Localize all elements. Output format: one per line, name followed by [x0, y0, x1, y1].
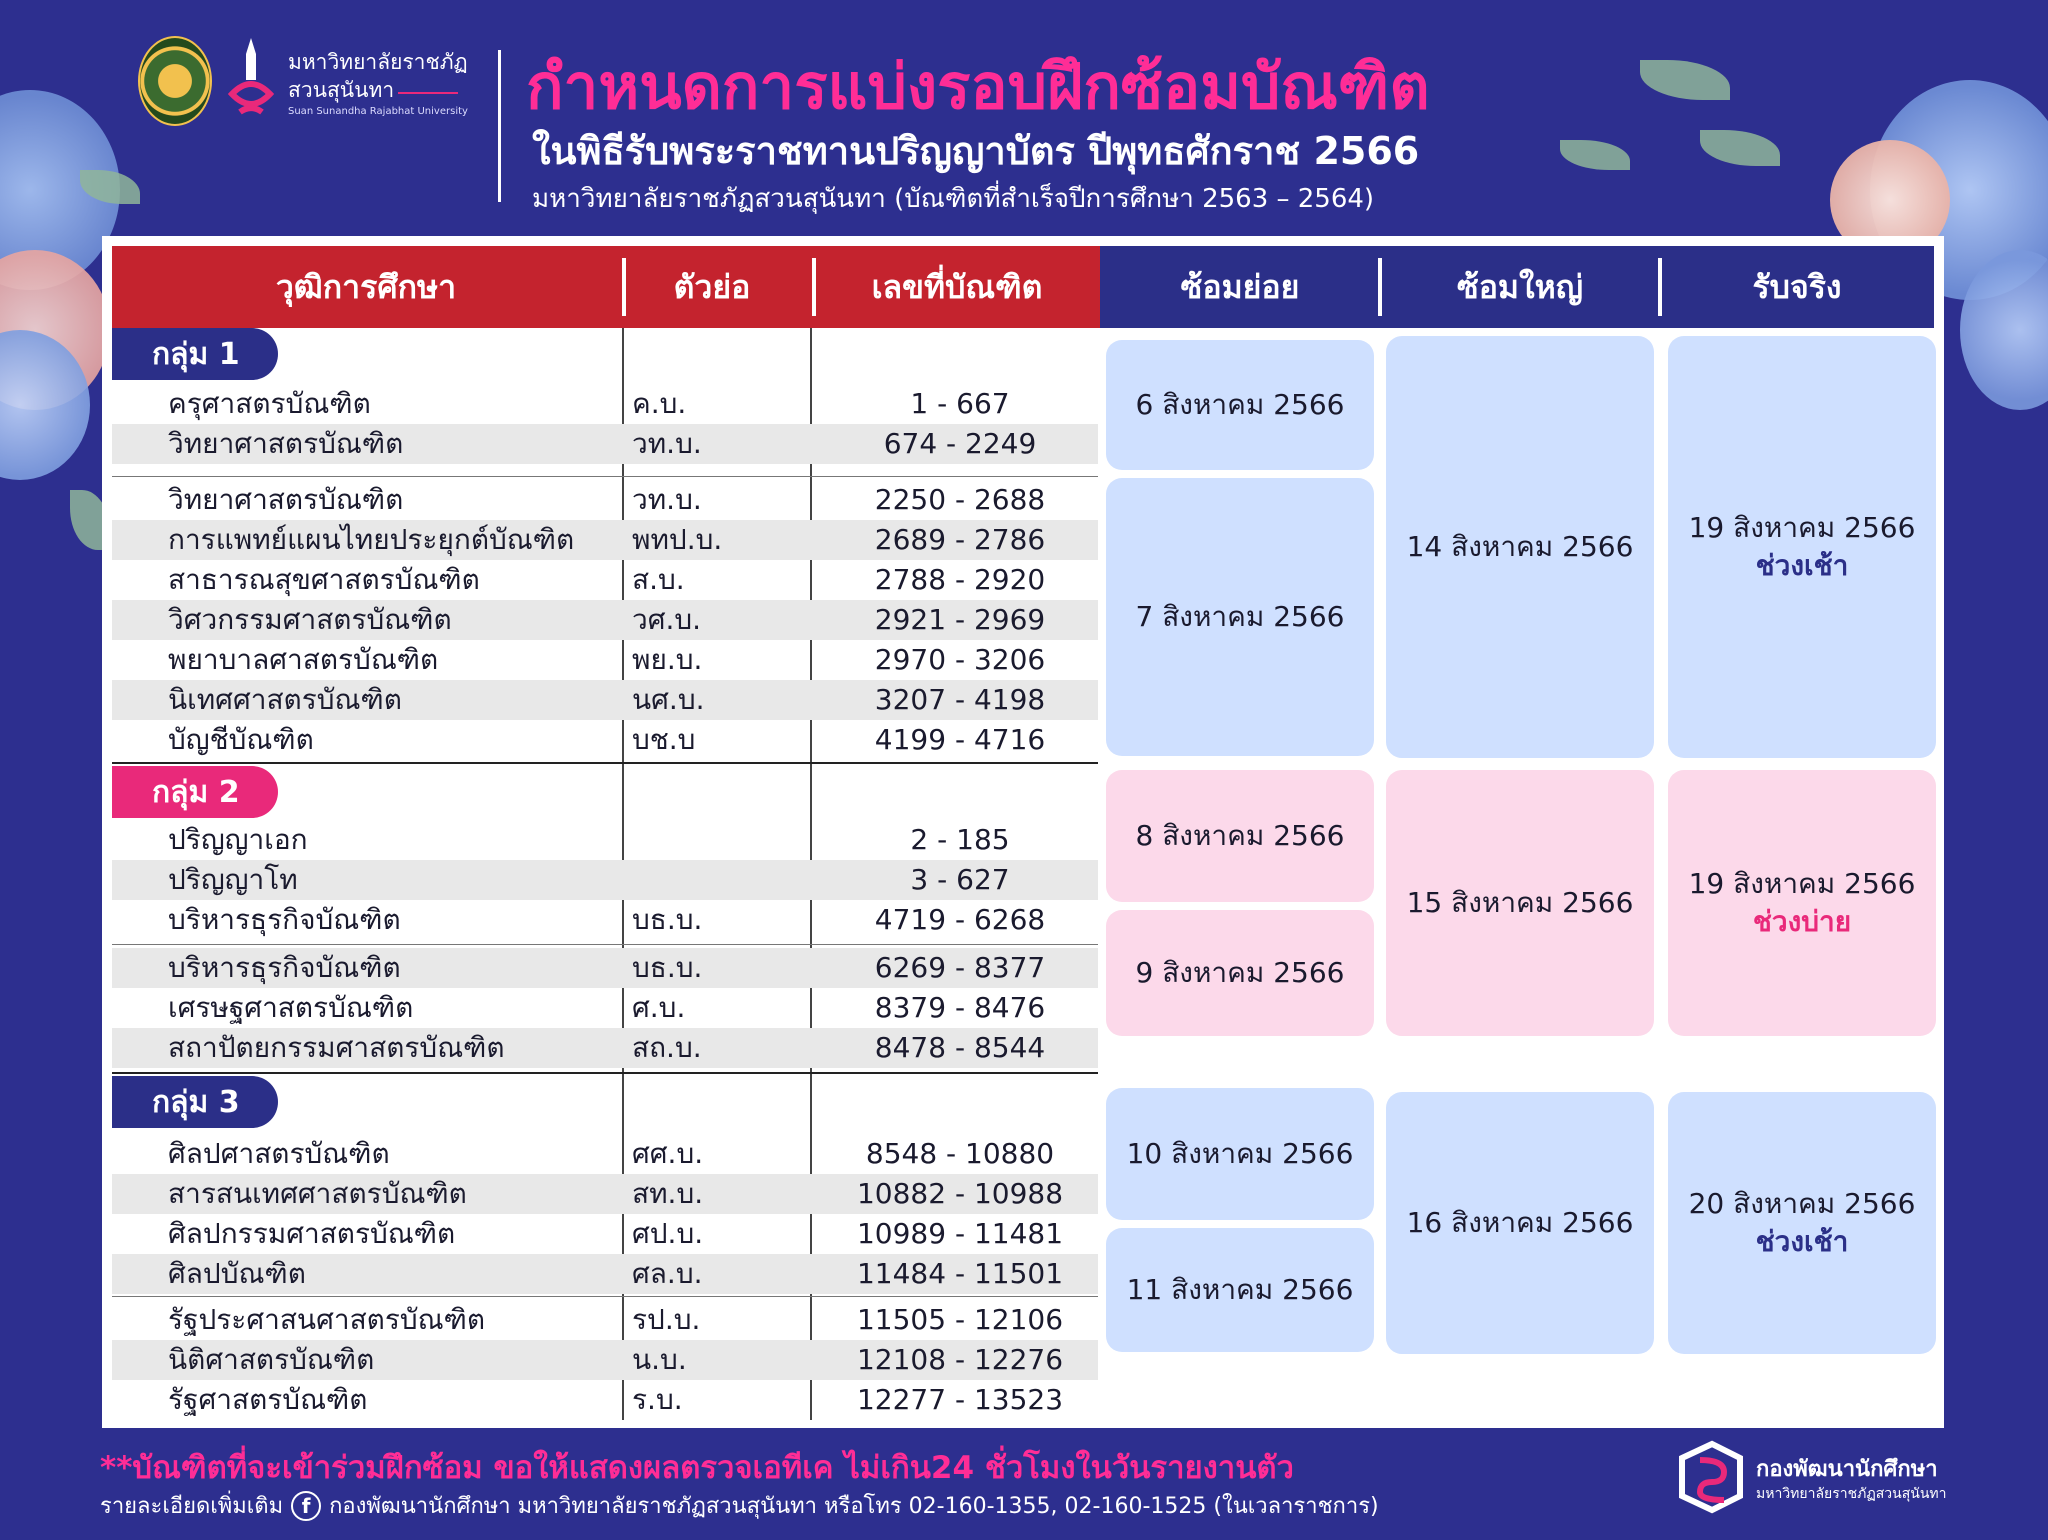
rehearsal-box — [1106, 1088, 1374, 1220]
table-row — [112, 680, 1098, 720]
abbr-cell: รป.บ. — [632, 1303, 701, 1336]
degree-cell: ศิลปกรรมศาสตรบัณฑิต — [168, 1217, 456, 1250]
number-cell: 2250 - 2688 — [874, 483, 1046, 516]
contact-prefix: รายละเอียดเพิ่มเติม — [100, 1494, 284, 1519]
degree-cell: ศิลปศาสตรบัณฑิต — [168, 1137, 390, 1170]
degree-cell: สถาปัตยกรรมศาสตรบัณฑิต — [168, 1031, 505, 1064]
degree-cell: วิทยาศาสตรบัณฑิต — [168, 427, 404, 460]
table-row — [112, 860, 1098, 900]
degree-cell: รัฐศาสตรบัณฑิต — [168, 1383, 368, 1416]
table-row — [112, 640, 1098, 680]
number-cell: 4199 - 4716 — [874, 723, 1046, 756]
number-cell: 3207 - 4198 — [874, 683, 1046, 716]
degree-cell: เศรษฐศาสตรบัณฑิต — [168, 991, 414, 1024]
row-separator — [112, 1296, 1098, 1297]
abbr-cell: บช.บ — [632, 723, 696, 756]
rehearsal-box — [1106, 910, 1374, 1036]
number-cell: 2970 - 3206 — [874, 643, 1046, 676]
rehearsal-box — [1106, 1228, 1374, 1352]
abbr-cell: พย.บ. — [632, 643, 703, 676]
main-rehearsal-date: 16 สิงหาคม 2566 — [1406, 1206, 1634, 1239]
group-separator — [112, 762, 1098, 764]
rehearsal-box — [1106, 770, 1374, 902]
abbr-cell: น.บ. — [632, 1343, 687, 1376]
page-title: กำหนดการแบ่งรอบฝึกซ้อมบัณฑิต — [526, 50, 1430, 123]
contact-info — [100, 1488, 1379, 1523]
group-2-label: กลุ่ม 2 — [112, 766, 278, 818]
header-rehearsal: ซ้อมย่อย — [1180, 267, 1300, 306]
ceremony-box — [1668, 1092, 1936, 1354]
number-cell: 11505 - 12106 — [856, 1303, 1064, 1336]
university-underline — [398, 92, 458, 94]
table-row — [112, 1340, 1098, 1380]
rehearsal-date: 8 สิงหาคม 2566 — [1135, 819, 1345, 852]
rehearsal-date: 9 สิงหาคม 2566 — [1135, 956, 1345, 989]
table-row — [112, 1214, 1098, 1254]
number-cell: 674 - 2249 — [883, 427, 1037, 460]
abbr-cell: ค.บ. — [632, 387, 687, 420]
table-row — [112, 1028, 1098, 1068]
degree-cell: นิเทศศาสตรบัณฑิต — [168, 683, 402, 716]
degree-cell: ศิลปบัณฑิต — [168, 1257, 306, 1290]
abbr-cell: ศป.บ. — [632, 1217, 704, 1250]
number-cell: 2 - 185 — [910, 823, 1010, 856]
contact-text: กองพัฒนานักศึกษา มหาวิทยาลัยราชภัฏสวนสุนันทา หรือโทร 02-160-1355, 02-160-1525 (ในเวลาราชการ) — [329, 1494, 1379, 1519]
main-rehearsal-date: 15 สิงหาคม 2566 — [1406, 886, 1634, 919]
degree-cell: พยาบาลศาสตรบัณฑิต — [168, 643, 439, 676]
number-cell: 2788 - 2920 — [874, 563, 1046, 596]
abbr-cell: วศ.บ. — [632, 603, 702, 636]
rehearsal-date: 7 สิงหาคม 2566 — [1135, 600, 1345, 633]
page-subtitle: ในพิธีรับพระราชทานปริญญาบัตร ปีพุทธศักราช 2566 — [532, 129, 1420, 173]
table-row — [112, 1254, 1098, 1294]
table-row — [112, 1134, 1098, 1174]
group-separator — [112, 1072, 1098, 1074]
table-row — [112, 820, 1098, 860]
table-row — [112, 1174, 1098, 1214]
abbr-cell: บธ.บ. — [632, 951, 703, 984]
number-cell: 8548 - 10880 — [865, 1137, 1055, 1170]
row-separator — [112, 944, 1098, 945]
table-row — [112, 720, 1098, 760]
number-cell: 1 - 667 — [910, 387, 1010, 420]
ceremony-date: 20 สิงหาคม 2566 — [1688, 1187, 1916, 1220]
university-name-th-1: มหาวิทยาลัยราชภัฏ — [288, 50, 468, 74]
number-cell: 6269 - 8377 — [874, 951, 1046, 984]
degree-cell: รัฐประศาสนศาสตรบัณฑิต — [168, 1303, 486, 1336]
table-row — [112, 988, 1098, 1028]
table-row — [112, 384, 1098, 424]
number-cell: 8478 - 8544 — [874, 1031, 1046, 1064]
degree-cell: บริหารธุรกิจบัณฑิต — [168, 903, 401, 936]
abbr-cell: ส.บ. — [632, 563, 685, 596]
number-cell: 12108 - 12276 — [856, 1343, 1064, 1376]
header-divider — [1378, 258, 1382, 316]
facebook-icon[interactable]: f — [291, 1491, 321, 1521]
number-cell: 10882 - 10988 — [856, 1177, 1064, 1210]
university-seal-logo — [138, 36, 212, 126]
table-row — [112, 1300, 1098, 1340]
abbr-cell: ศศ.บ. — [632, 1137, 704, 1170]
degree-cell: วิศวกรรมศาสตรบัณฑิต — [168, 603, 452, 636]
abbr-cell: ศล.บ. — [632, 1257, 703, 1290]
degree-cell: สาธารณสุขศาสตรบัณฑิต — [168, 563, 480, 596]
ceremony-slot: ช่วงเช้า — [1755, 1225, 1849, 1258]
department-name-sub: มหาวิทยาลัยราชภัฏสวนสุนันทา — [1756, 1486, 1947, 1502]
degree-cell: บริหารธุรกิจบัณฑิต — [168, 951, 401, 984]
main-rehearsal-box — [1386, 770, 1654, 1036]
header-abbr: ตัวย่อ — [673, 267, 751, 306]
number-cell: 3 - 627 — [910, 863, 1010, 896]
table-row — [112, 948, 1098, 988]
number-cell: 8379 - 8476 — [874, 991, 1046, 1024]
rehearsal-date: 10 สิงหาคม 2566 — [1126, 1137, 1354, 1170]
ceremony-date: 19 สิงหาคม 2566 — [1688, 511, 1916, 544]
number-cell: 12277 - 13523 — [856, 1383, 1064, 1416]
number-cell: 4719 - 6268 — [874, 903, 1046, 936]
table-row — [112, 900, 1098, 940]
abbr-cell: ศ.บ. — [632, 991, 686, 1024]
degree-cell: บัญชีบัณฑิต — [168, 723, 314, 756]
number-cell: 2689 - 2786 — [874, 523, 1046, 556]
abbr-cell: ร.บ. — [632, 1383, 683, 1416]
header-main-rehearsal: ซ้อมใหญ่ — [1456, 267, 1583, 306]
abbr-cell: พทป.บ. — [632, 523, 723, 556]
abbr-cell: วท.บ. — [632, 483, 702, 516]
main-rehearsal-box — [1386, 336, 1654, 758]
degree-cell: ปริญญาโท — [168, 863, 298, 896]
ceremony-slot: ช่วงเช้า — [1755, 549, 1849, 582]
schedule-table — [102, 236, 1944, 1428]
main-rehearsal-date: 14 สิงหาคม 2566 — [1406, 530, 1634, 563]
number-cell: 10989 - 11481 — [856, 1217, 1064, 1250]
table-row — [112, 520, 1098, 560]
university-emblem-icon — [226, 34, 276, 126]
group-1-label: กลุ่ม 1 — [112, 328, 278, 380]
number-cell: 11484 - 11501 — [856, 1257, 1064, 1290]
title-divider — [498, 50, 501, 202]
degree-cell: ปริญญาเอก — [168, 823, 308, 856]
header-number: เลขที่บัณฑิต — [871, 267, 1043, 306]
abbr-cell: สถ.บ. — [632, 1031, 702, 1064]
group-3-label: กลุ่ม 3 — [112, 1076, 278, 1128]
footnote: **บัณฑิตที่จะเข้าร่วมฝึกซ้อม ขอให้แสดงผลตรวจเอทีเค ไม่เกิน24 ชั่วโมงในวันรายงานตัว — [100, 1450, 1294, 1486]
university-name — [288, 48, 468, 120]
table-row — [112, 1380, 1098, 1420]
degree-cell: สารสนเทศศาสตรบัณฑิต — [168, 1177, 467, 1210]
main-rehearsal-box — [1386, 1092, 1654, 1354]
department-name — [1756, 1458, 1947, 1506]
row-separator — [112, 476, 1098, 477]
rehearsal-box — [1106, 478, 1374, 756]
abbr-cell: บธ.บ. — [632, 903, 703, 936]
page-subtitle-2: มหาวิทยาลัยราชภัฏสวนสุนันทา (บัณฑิตที่สำเร็จปีการศึกษา 2563 – 2564) — [532, 184, 1375, 214]
ceremony-box — [1668, 770, 1936, 1036]
table-row — [112, 480, 1098, 520]
degree-cell: ครุศาสตรบัณฑิต — [168, 387, 371, 420]
ceremony-box — [1668, 336, 1936, 758]
university-name-en: Suan Sunandha Rajabhat University — [288, 106, 468, 117]
header-divider — [1658, 258, 1662, 316]
header-divider — [622, 258, 626, 316]
ceremony-slot: ช่วงบ่าย — [1752, 905, 1852, 938]
table-row — [112, 560, 1098, 600]
abbr-cell: สท.บ. — [632, 1177, 704, 1210]
header-ceremony: รับจริง — [1752, 267, 1842, 306]
degree-cell: นิติศาสตรบัณฑิต — [168, 1343, 375, 1376]
abbr-cell: นศ.บ. — [632, 683, 705, 716]
student-affairs-logo — [1672, 1438, 1750, 1516]
table-row — [112, 424, 1098, 464]
rehearsal-box — [1106, 340, 1374, 470]
rehearsal-date: 6 สิงหาคม 2566 — [1135, 388, 1345, 421]
number-cell: 2921 - 2969 — [874, 603, 1046, 636]
ceremony-date: 19 สิงหาคม 2566 — [1688, 867, 1916, 900]
header-degree: วุฒิการศึกษา — [275, 267, 457, 306]
header-divider — [812, 258, 816, 316]
department-name-main: กองพัฒนานักศึกษา — [1756, 1457, 1938, 1482]
table-row — [112, 600, 1098, 640]
university-name-th-2: สวนสุนันทา — [288, 78, 395, 102]
degree-cell: วิทยาศาสตรบัณฑิต — [168, 483, 404, 516]
degree-cell: การแพทย์แผนไทยประยุกต์บัณฑิต — [168, 523, 575, 556]
rehearsal-date: 11 สิงหาคม 2566 — [1126, 1273, 1354, 1306]
abbr-cell: วท.บ. — [632, 427, 702, 460]
